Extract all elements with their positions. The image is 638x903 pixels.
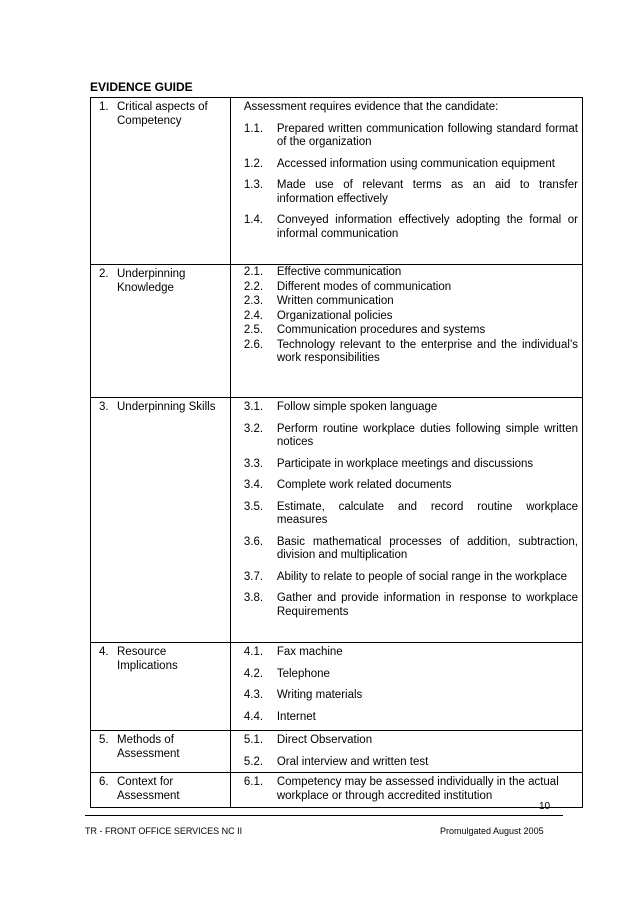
row-label-cell <box>91 398 231 643</box>
list-item <box>231 592 582 619</box>
item-text: Complete work related documents <box>276 479 452 491</box>
item-text: Competency may be assessed individually in the actual workplace or through accredited institution <box>276 776 559 802</box>
item-text: Made use of relevant terms as an aid to transfer information effectively <box>276 179 578 205</box>
item-text: Technology relevant to the enterprise and the individual’s work responsibilities <box>276 338 578 364</box>
item-text: Direct Observation <box>276 734 373 746</box>
list-item <box>231 571 582 585</box>
list-item <box>231 756 582 770</box>
table-row <box>91 398 583 643</box>
row-content-cell <box>230 773 582 808</box>
item-number: 3.4. <box>243 479 264 491</box>
item-text: Follow simple spoken language <box>276 401 438 413</box>
item-number: 5.1. <box>243 734 264 746</box>
item-number: 3.2. <box>243 422 264 435</box>
item-number: 1.3. <box>243 179 264 191</box>
item-text: Conveyed information effectively adopting the formal or informal communication <box>276 214 578 240</box>
row-number: 2. <box>99 268 109 280</box>
item-number: 1.4. <box>243 214 264 226</box>
row-label: Underpinning Skills <box>117 401 216 413</box>
item-text: Oral interview and written test <box>276 755 429 768</box>
item-text: Participate in workplace meetings and discussions <box>276 457 534 470</box>
row-intro: Assessment requires evidence that the candidate: <box>243 101 499 113</box>
item-number: 3.5. <box>243 500 264 513</box>
list-item <box>231 295 582 309</box>
list-item <box>231 668 582 682</box>
item-number: 1.1. <box>243 122 264 135</box>
list-item <box>231 310 582 324</box>
row-label: Methods of Assessment <box>117 734 180 760</box>
row-label-cell <box>91 731 231 773</box>
row-label-cell <box>91 98 231 265</box>
list-item <box>231 266 582 280</box>
row-number: 4. <box>99 646 109 658</box>
page-number: 10 <box>539 801 551 812</box>
list-item <box>231 281 582 295</box>
row-label: Underpinning Knowledge <box>117 268 186 294</box>
item-number: 2.4. <box>243 309 264 322</box>
list-item <box>231 423 582 450</box>
row-label: Resource Implications <box>117 646 178 672</box>
row-number: 3. <box>99 401 109 413</box>
row-number: 6. <box>99 776 109 788</box>
item-number: 1.2. <box>243 157 264 170</box>
item-number: 3.6. <box>243 535 264 548</box>
row-content-cell <box>230 265 582 398</box>
item-number: 3.3. <box>243 457 264 470</box>
item-text: Ability to relate to people of social range in the workplace <box>276 570 568 583</box>
list-item <box>231 734 582 748</box>
item-number: 4.4. <box>243 710 264 723</box>
row-label: Critical aspects of Competency <box>117 101 208 127</box>
item-number: 2.2. <box>243 280 264 293</box>
item-text: Perform routine workplace duties following simple written notices <box>276 422 578 448</box>
list-item <box>231 711 582 725</box>
item-text: Written communication <box>276 295 394 307</box>
list-item <box>231 689 582 703</box>
row-label-cell <box>91 773 231 808</box>
list-item <box>231 179 582 206</box>
item-text: Accessed information using communication equipment <box>276 157 555 170</box>
row-content-cell <box>230 98 582 265</box>
footer-document-title: TR - FRONT OFFICE SERVICES NC II <box>85 826 243 836</box>
list-item <box>231 324 582 338</box>
page-title: EVIDENCE GUIDE <box>90 80 193 94</box>
item-text: Gather and provide information in response to workplace Requirements <box>276 592 578 618</box>
item-number: 4.1. <box>243 646 264 658</box>
row-number: 5. <box>99 734 109 746</box>
list-item <box>231 646 582 660</box>
list-item <box>231 501 582 528</box>
list-item <box>231 339 582 366</box>
item-text: Organizational policies <box>276 309 393 322</box>
row-number: 1. <box>99 101 109 113</box>
table-row <box>91 731 583 773</box>
table-row <box>91 265 583 398</box>
item-text: Writing materials <box>276 689 363 701</box>
item-number: 3.1. <box>243 401 264 413</box>
item-text: Telephone <box>276 667 330 680</box>
list-item <box>231 479 582 493</box>
item-text: Fax machine <box>276 646 343 658</box>
item-text: Different modes of communication <box>276 280 452 293</box>
item-number: 4.3. <box>243 689 264 701</box>
row-label-cell <box>91 265 231 398</box>
item-number: 2.5. <box>243 324 264 336</box>
list-item <box>231 401 582 415</box>
list-item <box>231 158 582 172</box>
item-number: 4.2. <box>243 667 264 680</box>
item-number: 3.7. <box>243 570 264 583</box>
item-text: Estimate, calculate and record routine workplace measures <box>276 500 578 526</box>
item-number: 2.6. <box>243 338 264 351</box>
row-content-cell <box>230 731 582 773</box>
item-text: Internet <box>276 710 316 723</box>
item-text: Basic mathematical processes of addition, subtraction, division and multiplication <box>276 535 578 561</box>
row-label-cell <box>91 643 231 731</box>
footer-promulgation-date: Promulgated August 2005 <box>440 826 544 836</box>
table-row <box>91 773 583 808</box>
list-item <box>231 458 582 472</box>
table-row <box>91 643 583 731</box>
item-text: Communication procedures and systems <box>276 324 486 336</box>
row-content-cell <box>230 643 582 731</box>
row-content-cell <box>230 398 582 643</box>
item-number: 5.2. <box>243 755 264 768</box>
item-text: Effective communication <box>276 266 402 278</box>
row-label: Context for Assessment <box>117 776 180 802</box>
table-row <box>91 98 583 265</box>
item-number: 3.8. <box>243 592 264 604</box>
evidence-guide-table <box>90 97 583 808</box>
list-item <box>231 214 582 241</box>
list-item <box>231 123 582 150</box>
item-number: 2.1. <box>243 266 264 278</box>
footer-divider <box>85 815 563 816</box>
item-text: Prepared written communication following standard format of the organization <box>276 122 578 148</box>
item-number: 6.1. <box>243 776 264 788</box>
list-item <box>231 776 582 803</box>
list-item <box>231 536 582 563</box>
item-number: 2.3. <box>243 295 264 307</box>
